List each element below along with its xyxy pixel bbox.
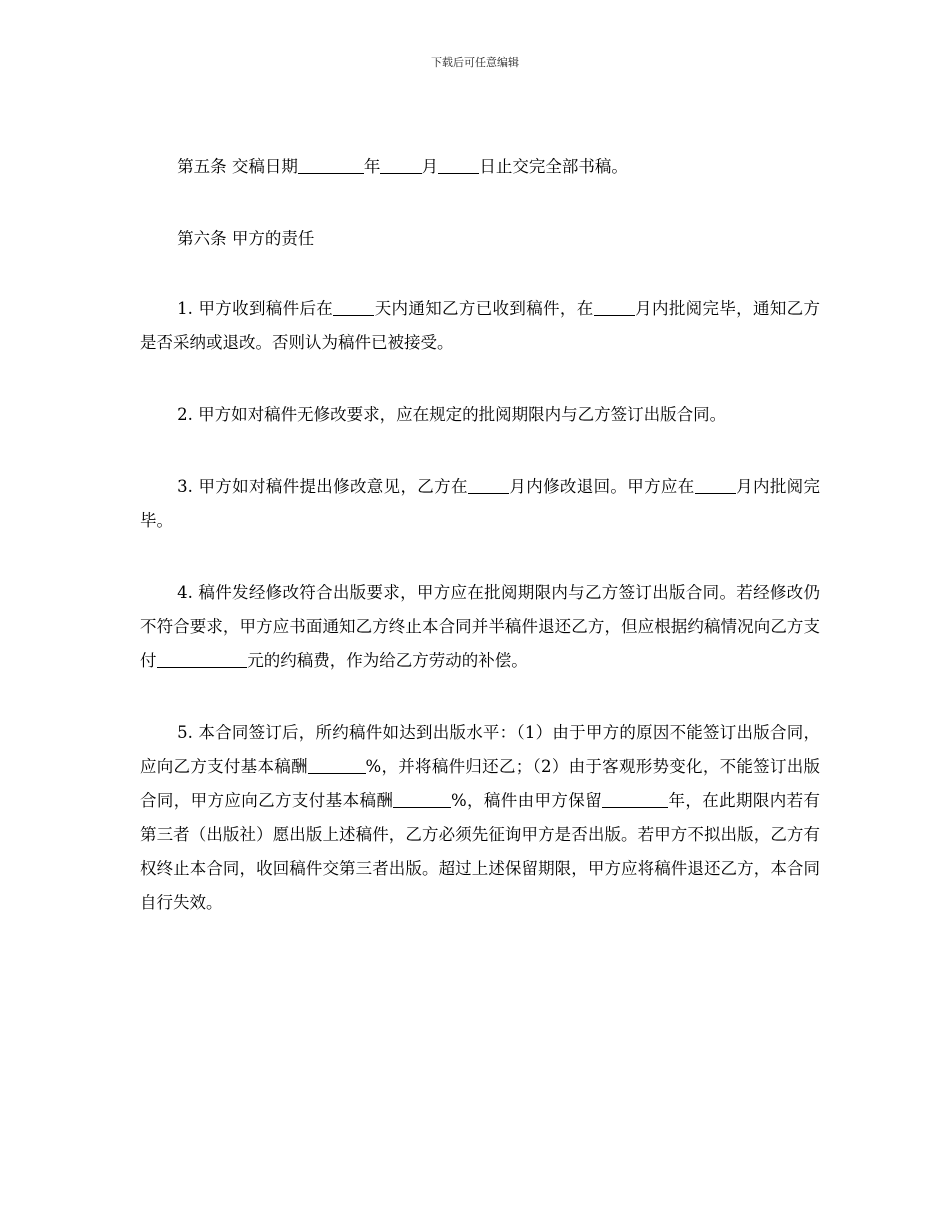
clause-6-heading — [140, 222, 820, 256]
page-header: 下载后可任意编辑 — [431, 56, 519, 69]
clause-text: 4. 稿件发经修改符合出版要求，甲方应在批阅期限内与乙方签订出版合同。若经修改仍不符合要求，甲方应书面通知乙方终止本合同并半稿件退还乙方，但应根据约稿情况向乙方支付 — [140, 583, 820, 670]
clause-text: 年 — [363, 157, 381, 176]
clause-text: 第五条 交稿日期 — [177, 157, 298, 176]
fill-in-blank — [380, 156, 421, 174]
clause-6-item-5 — [140, 716, 820, 920]
fill-in-blank — [602, 790, 668, 808]
clause-text: 2. 甲方如对稿件无修改要求，应在规定的批阅期限内与乙方签订出版合同。 — [177, 405, 727, 424]
fill-in-blank — [157, 650, 248, 668]
clause-text: 月 — [421, 157, 439, 176]
fill-in-blank — [298, 156, 364, 174]
clause-text: 月内批阅完毕。 — [140, 477, 821, 530]
clause-text: 元的约稿费，作为给乙方劳动的补偿。 — [247, 651, 528, 670]
clause-text: 5. 本合同签订后，所约稿件如达到出版水平：（1）由于甲方的原因不能签订出版合同，应向乙方支付基本稿酬 — [140, 723, 820, 776]
fill-in-blank — [308, 756, 366, 774]
clause-text: %，并将稿件归还乙；（2）由于客观形势变化，不能签订出版合同，甲方应向乙方支付基本稿酬 — [140, 757, 820, 810]
clause-6-item-4 — [140, 576, 820, 678]
clause-5-delivery-date — [140, 150, 820, 184]
fill-in-blank — [468, 476, 509, 494]
clause-text: 3. 甲方如对稿件提出修改意见，乙方在 — [177, 477, 468, 496]
fill-in-blank — [393, 790, 451, 808]
clause-text: 月内修改退回。甲方应在 — [509, 477, 695, 496]
contract-body — [140, 150, 820, 958]
fill-in-blank — [695, 476, 736, 494]
clause-text: 日止交完全部书稿。 — [479, 157, 628, 176]
fill-in-blank — [594, 298, 635, 316]
clause-text: 天内通知乙方已收到稿件，在 — [374, 299, 594, 318]
clause-text: 第六条 甲方的责任 — [177, 229, 315, 248]
clause-6-item-3 — [140, 470, 820, 538]
clause-text: 年，在此期限内若有第三者（出版社）愿出版上述稿件，乙方必须先征询甲方是否出版。若甲方不拟出版，乙方有权终止本合同，收回稿件交第三者出版。超过上述保留期限，甲方应将稿件退还乙方，本合同自行失效。 — [140, 791, 821, 912]
clause-6-item-1 — [140, 292, 820, 360]
clause-6-item-2 — [140, 398, 820, 432]
fill-in-blank — [438, 156, 479, 174]
clause-text: 1. 甲方收到稿件后在 — [177, 299, 334, 318]
fill-in-blank — [333, 298, 374, 316]
clause-text: 月内批阅完毕，通知乙方是否采纳或退改。否则认为稿件已被接受。 — [140, 299, 820, 352]
clause-text: %，稿件由甲方保留 — [450, 791, 603, 810]
